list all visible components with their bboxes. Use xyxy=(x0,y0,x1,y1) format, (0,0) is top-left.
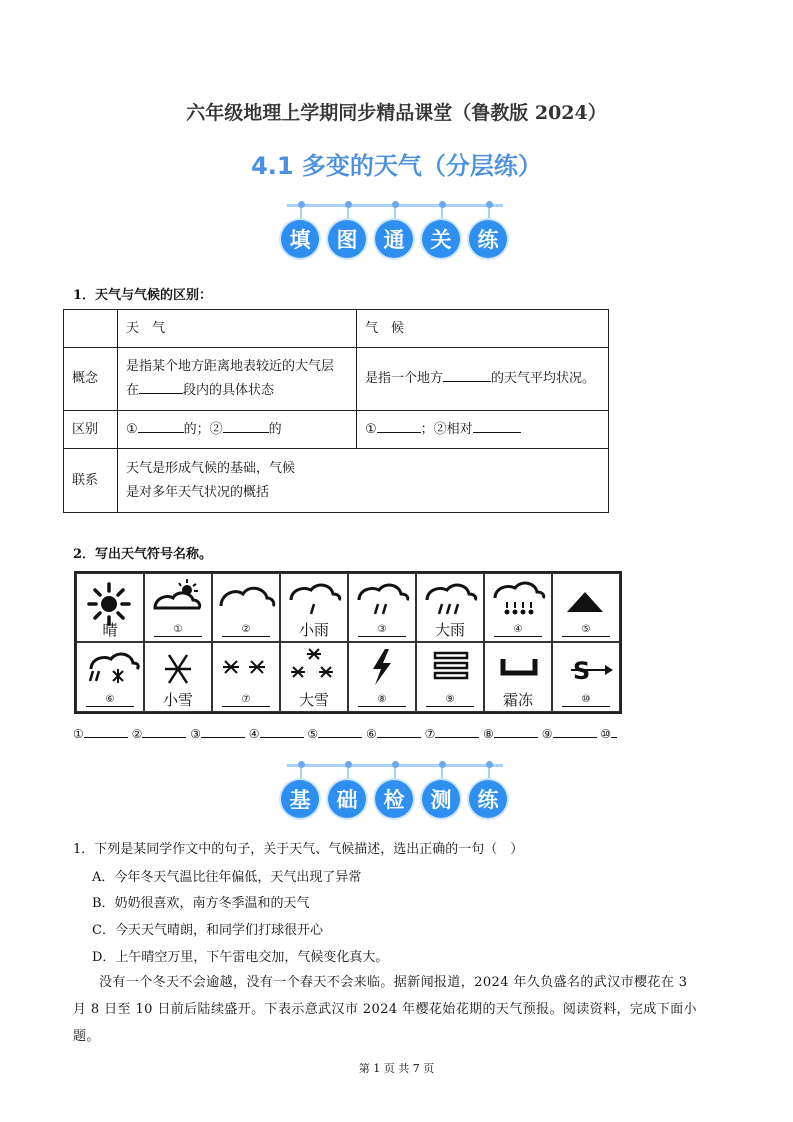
banner-char: 础 xyxy=(328,780,366,818)
blank-field[interactable] xyxy=(201,725,245,738)
banner-char: 基 xyxy=(281,780,319,818)
banner-char: 检 xyxy=(375,780,413,818)
page-footer: 第 1 页 共 7 页 xyxy=(358,1062,435,1075)
concept-weather: 是指某个地方距离地表较近的大气层 在 段内的具体状态 xyxy=(118,348,357,411)
header-weather: 天 气 xyxy=(118,310,357,348)
sandstorm-icon: S ⑩ xyxy=(552,642,620,712)
blank-field[interactable] xyxy=(318,725,362,738)
blank-field[interactable] xyxy=(494,725,538,738)
concept-climate: 是指一个地方 的天气平均状况。 xyxy=(357,348,609,411)
blank-field[interactable] xyxy=(435,725,479,738)
triangle-icon: ⑤ xyxy=(552,573,620,642)
banner-char: 关 xyxy=(422,220,460,258)
banner-char: 通 xyxy=(375,220,413,258)
diff-climate: ① ；②相对 xyxy=(357,411,609,449)
banner-char: 填 xyxy=(281,220,319,258)
blank-field[interactable] xyxy=(377,418,421,433)
moderate-snow-icon: ⑦ xyxy=(212,642,280,712)
row-label-concept: 概念 xyxy=(64,348,118,411)
section-banner-basic-test xyxy=(277,761,513,831)
heavy-snow-icon: 大雪 xyxy=(280,642,348,712)
blank-field[interactable] xyxy=(473,418,521,433)
blank-field[interactable] xyxy=(260,725,304,738)
reading-passage-line-2: 月 8 日至 10 日前后陆续盛开。下表示意武汉市 2024 年樱花始花期的天气预报。阅读资料，完成下面小题。 xyxy=(73,1002,697,1044)
link-text: 天气是形成气候的基础，气候 是对多年天气状况的概括 xyxy=(118,449,609,513)
sleet-icon: ⑥ xyxy=(76,642,144,712)
blank-field[interactable] xyxy=(377,725,421,738)
banner-char: 练 xyxy=(469,780,507,818)
mcq-question-1: 1．下列是某同学作文中的句子，关于天气、气候描述，选出正确的一句（ ） xyxy=(73,842,524,857)
blank-field[interactable] xyxy=(443,367,491,382)
row-label-diff: 区别 xyxy=(64,411,118,449)
partly-cloudy-icon: ① xyxy=(144,573,212,642)
frost-icon: 霜冻 xyxy=(484,642,552,712)
moderate-rain-icon: ③ xyxy=(348,573,416,642)
symbol-answer-row: ① ② ③ ④ ⑤ ⑥ ⑦ ⑧ ⑨ ⑩ xyxy=(73,725,617,741)
option-a[interactable]: A．今年冬天气温比往年偏低，天气出现了异常 xyxy=(92,870,362,885)
table-corner xyxy=(64,310,118,348)
light-rain-icon: 小雨 xyxy=(280,573,348,642)
option-d[interactable]: D．上午晴空万里，下午雷电交加，气候变化真大。 xyxy=(92,950,389,965)
weather-climate-table xyxy=(63,309,609,513)
banner-char: 练 xyxy=(469,220,507,258)
question-1-heading: 1．天气与气候的区别： xyxy=(73,288,213,303)
heavy-rain-icon: 大雨 xyxy=(416,573,484,642)
option-c[interactable]: C．今天天气晴朗，和同学们打球很开心 xyxy=(92,923,323,938)
blank-field[interactable] xyxy=(139,379,183,394)
cloud-icon: ② xyxy=(212,573,280,642)
section-banner-fill-map xyxy=(277,201,513,271)
diff-weather: ① 的；② 的 xyxy=(118,411,357,449)
blank-field[interactable] xyxy=(142,725,186,738)
light-snow-icon: 小雪 xyxy=(144,642,212,712)
banner-char: 图 xyxy=(328,220,366,258)
option-b[interactable]: B．奶奶很喜欢，南方冬季温和的天气 xyxy=(92,896,310,911)
fog-icon: ⑨ xyxy=(416,642,484,712)
hail-icon: ④ xyxy=(484,573,552,642)
blank-field[interactable] xyxy=(138,418,184,433)
row-label-link: 联系 xyxy=(64,449,118,513)
blank-field[interactable] xyxy=(553,725,597,738)
series-title: 六年级地理上学期同步精品课堂（鲁教版 2024） xyxy=(186,102,607,124)
sun-icon: 晴 xyxy=(76,573,144,642)
blank-field[interactable] xyxy=(84,725,128,738)
banner-char: 测 xyxy=(422,780,460,818)
lesson-title: 4.1 多变的天气（分层练） xyxy=(251,152,542,180)
blank-field[interactable] xyxy=(611,725,617,738)
question-2-heading: 2．写出天气符号名称。 xyxy=(73,547,213,562)
lightning-icon: ⑧ xyxy=(348,642,416,712)
reading-passage-line-1: 没有一个冬天不会逾越，没有一个春天不会来临。据新闻报道，2024 年久负盛名的武汉市樱花在 3 xyxy=(99,975,688,990)
svg-text:S: S xyxy=(573,657,591,685)
blank-field[interactable] xyxy=(223,418,269,433)
weather-symbol-grid xyxy=(74,571,622,714)
header-climate: 气 候 xyxy=(357,310,609,348)
